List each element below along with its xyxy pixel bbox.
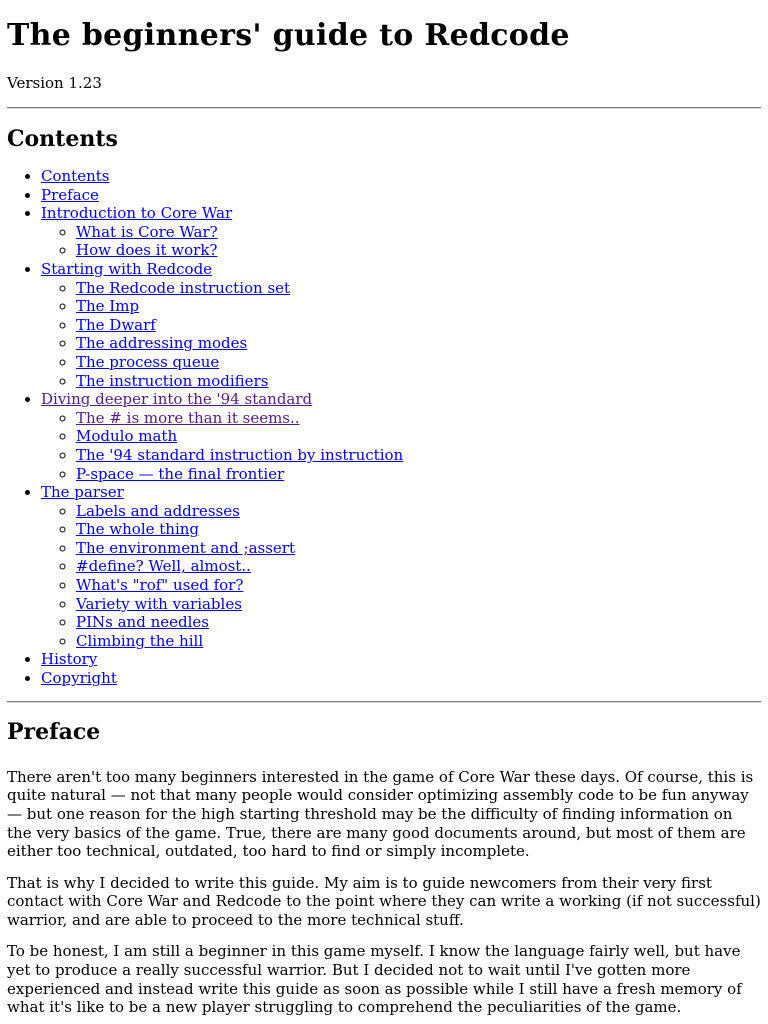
toc-subitem — [76, 539, 761, 558]
toc-subitem — [76, 595, 761, 614]
toc-link-variables[interactable]: Variety with variables — [76, 594, 242, 613]
toc-subitem — [76, 465, 761, 484]
toc-link-instruction-modifiers[interactable]: The instruction modifiers — [76, 371, 269, 390]
toc-item — [41, 650, 761, 669]
toc-sublist — [41, 279, 761, 391]
toc-link-environment-assert[interactable]: The environment and ;assert — [76, 538, 295, 557]
toc-link-modulo-math[interactable]: Modulo math — [76, 427, 178, 446]
toc-link-process-queue[interactable]: The process queue — [76, 352, 220, 371]
contents-heading: Contents — [7, 126, 118, 152]
toc-link-hash-more-than-it-seems[interactable]: The # is more than it seems.. — [76, 408, 300, 427]
toc-item — [41, 167, 761, 186]
toc-subitem — [76, 409, 761, 428]
toc-link-pins-and-needles[interactable]: PINs and needles — [76, 613, 209, 632]
toc-link-rof[interactable]: What's "rof" used for? — [76, 576, 244, 595]
toc-subitem — [76, 334, 761, 353]
toc-subitem — [76, 502, 761, 521]
toc-link-introduction[interactable]: Introduction to Core War — [41, 204, 233, 223]
toc-subitem — [76, 446, 761, 465]
toc-link-starting-with-redcode[interactable]: Starting with Redcode — [41, 259, 213, 278]
toc-link-dwarf[interactable]: The Dwarf — [76, 315, 156, 334]
toc-subitem — [76, 223, 761, 242]
preface-heading: Preface — [7, 718, 101, 745]
toc-link-copyright[interactable]: Copyright — [41, 669, 117, 688]
toc-link-parser[interactable]: The parser — [41, 483, 124, 502]
toc-subitem — [76, 279, 761, 298]
toc-link-imp[interactable]: The Imp — [76, 297, 140, 316]
toc-subitem — [76, 316, 761, 335]
preface-paragraph-2: That is why I decided to write this guide. My aim is to guide newcomers from their very first contact with Core War and Redcode to the point where they can write a working (if not successful) warrior, and are able to proceed to the more technical stuff. — [7, 873, 761, 930]
toc-link-whole-thing[interactable]: The whole thing — [76, 520, 200, 539]
divider-top — [7, 107, 761, 109]
toc-subitem — [76, 613, 761, 632]
toc-item — [41, 204, 761, 260]
toc-subitem — [76, 353, 761, 372]
toc-link-instruction-set[interactable]: The Redcode instruction set — [76, 278, 291, 297]
toc-item — [41, 669, 761, 688]
preface-paragraph-1: There aren't too many beginners interested in the game of Core War these days. Of course, this is quite natural — not that many people would consider optimizing assembly code to be fun anyway — but one reason for the high starting threshold may be the difficulty of finding information on the very basics of the game. True, there are many good documents around, but most of them are either too technical, outdated, too hard to find or simply incomplete. — [7, 767, 754, 861]
toc-link-addressing-modes[interactable]: The addressing modes — [76, 334, 248, 353]
toc-sublist — [41, 502, 761, 651]
version-label: Version 1.23 — [7, 74, 102, 92]
toc-link-94-standard-by-instruction[interactable]: The '94 standard instruction by instruction — [76, 445, 404, 464]
toc-link-what-is-core-war[interactable]: What is Core War? — [76, 222, 218, 241]
toc-subitem — [76, 297, 761, 316]
toc-link-preface[interactable]: Preface — [41, 185, 99, 204]
toc-sublist — [41, 409, 761, 483]
toc-link-p-space[interactable]: P-space — the final frontier — [76, 464, 285, 483]
toc-link-contents[interactable]: Contents — [41, 167, 110, 185]
toc-item — [41, 186, 761, 205]
toc-item — [41, 390, 761, 483]
toc-link-history[interactable]: History — [41, 650, 98, 669]
toc-subitem — [76, 632, 761, 651]
table-of-contents — [7, 167, 761, 688]
toc-sublist — [41, 223, 761, 260]
toc-link-define[interactable]: #define? Well, almost.. — [76, 557, 251, 576]
toc-link-diving-deeper[interactable]: Diving deeper into the '94 standard — [41, 390, 313, 409]
toc-subitem — [76, 576, 761, 595]
toc-subitem — [76, 427, 761, 446]
toc-link-how-does-it-work[interactable]: How does it work? — [76, 241, 218, 260]
toc-link-climbing-the-hill[interactable]: Climbing the hill — [76, 631, 204, 650]
toc-item — [41, 483, 761, 650]
page-title: The beginners' guide to Redcode — [7, 18, 570, 53]
preface-paragraph-3: To be honest, I am still a beginner in this game myself. I know the language fairly well, but have yet to produce a really successful warrior. But I decided not to wait until I've gotten more experienced and instead write this guide as soon as possible while I still have a fresh memory of what it's like to be a new player struggling to comprehend the peculiarities of the game. — [7, 942, 742, 1017]
toc-subitem — [76, 372, 761, 391]
toc-link-labels-and-addresses[interactable]: Labels and addresses — [76, 501, 240, 520]
toc-subitem — [76, 241, 761, 260]
toc-item — [41, 260, 761, 390]
toc-subitem — [76, 557, 761, 576]
divider-middle — [7, 701, 761, 703]
toc-subitem — [76, 520, 761, 539]
